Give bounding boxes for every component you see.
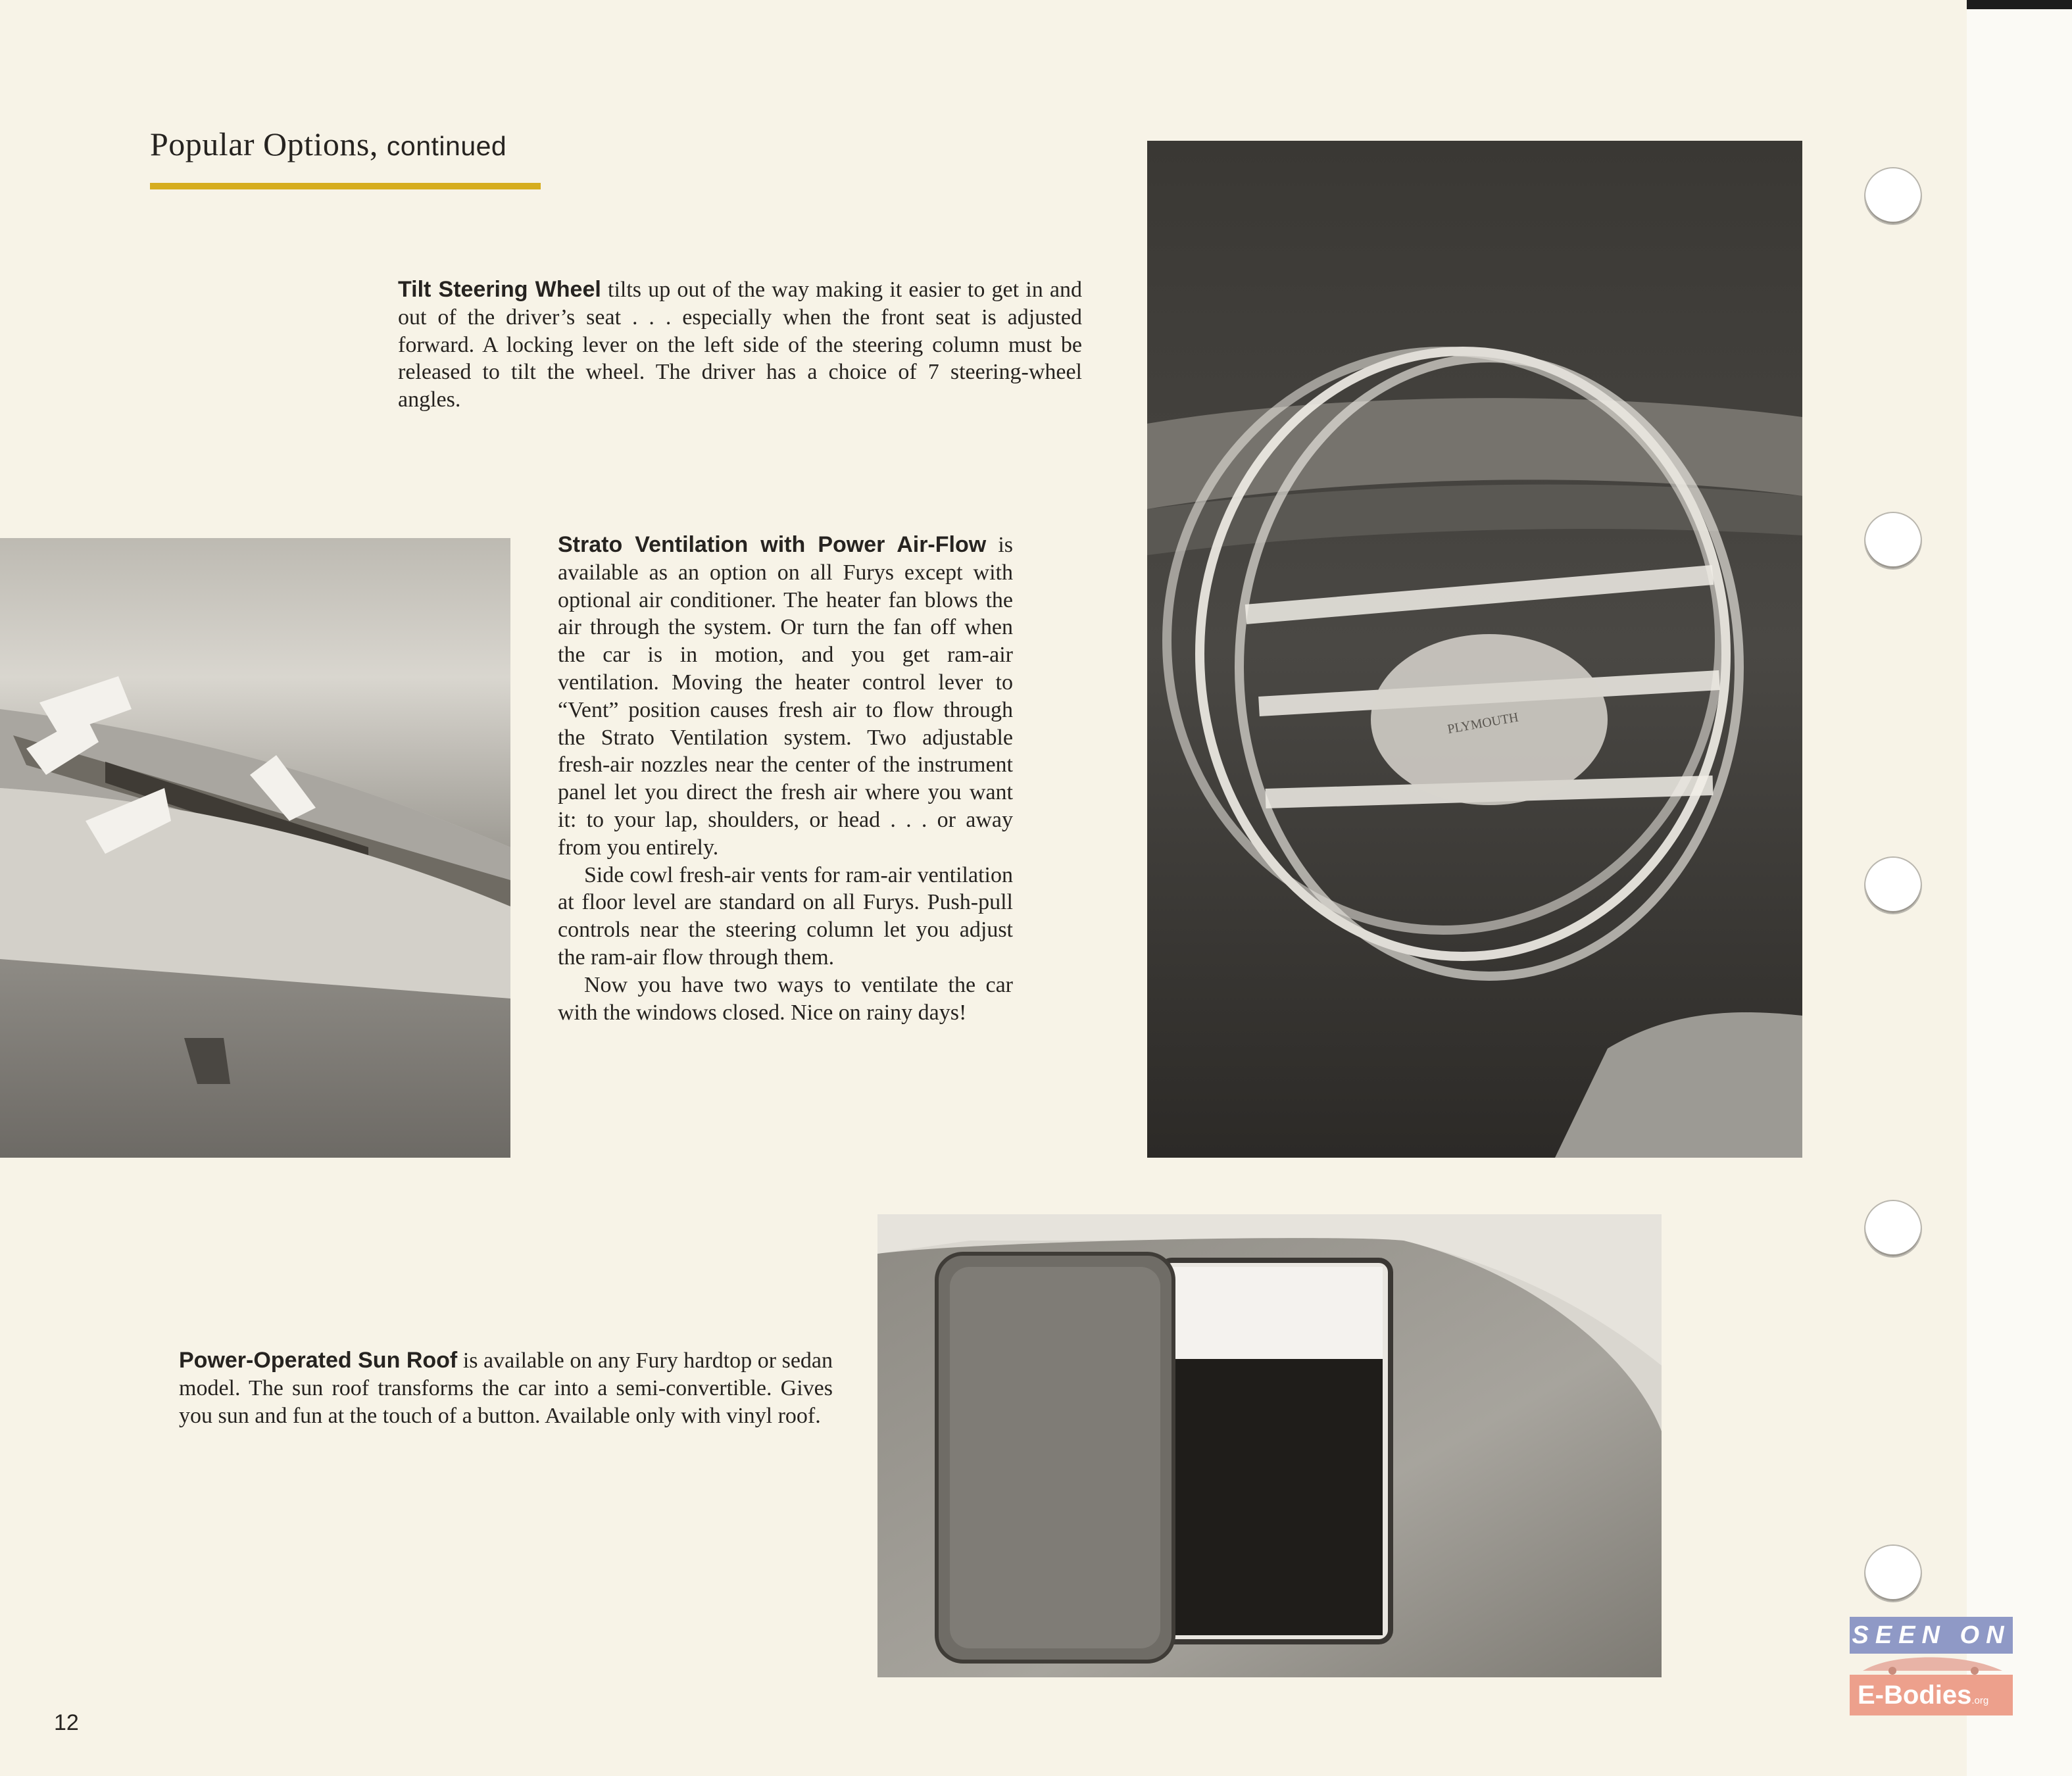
title-underline [150,183,541,189]
sun-roof-photo [877,1214,1662,1677]
page-title [150,125,506,163]
page-margin-strip [1967,0,2072,1776]
sun-roof-heading: Power-Operated Sun Roof [179,1348,458,1373]
sun-roof-section [179,1347,833,1429]
watermark-site-suffix: .org [1971,1695,1989,1706]
binder-ring-hole-1 [1864,167,1922,225]
sun-roof-text: is available on any Fury hardtop or sedan model. The sun roof transforms the car into a semi-convertible. Gives you sun and fun at the touch of a button. Available only with vinyl roof. [179,1348,833,1428]
watermark-line-2 [1850,1675,2013,1715]
binder-ring-hole-2 [1864,512,1922,570]
strato-ventilation-heading: Strato Ventilation with Power Air-Flow [558,532,987,557]
strato-ventilation-section [558,531,1013,1026]
strato-ventilation-text: is available as an option on all Furys except with optional air conditioner. The heater fan blows the air through the system. Or turn the fan off when the car is in motion, and you get ram-air ventilation. Moving the heater control lever to “Vent” position causes fresh air to flow through the Strato Ventilation system. Two adjustable fresh-air nozzles near the center of the instrument panel let you direct the fresh air where you want it: to your lap, shoulders, or head . . . or away from you entirely. [558,533,1013,860]
steering-wheel-emblem: PLYMOUTH [1446,710,1520,737]
strato-ventilation-paragraph-2: Side cowl fresh-air vents for ram-air ventilation at floor level are standard on all Furys. Push-pull controls near the steering column let you adjust the ram-air flow through them. [558,862,1013,970]
page-title-suffix: continued [386,131,507,161]
ventilation-dashboard-photo [0,538,510,1158]
binder-ring-hole-5 [1864,1544,1922,1602]
seen-on-ebodies-watermark [1850,1617,2014,1715]
strato-ventilation-paragraph-3: Now you have two ways to ventilate the car with the windows closed. Nice on rainy days! [558,972,1013,1025]
watermark-car-icon [1856,1652,2008,1675]
binder-ring-hole-4 [1864,1200,1922,1258]
tilt-steering-wheel-photo [1147,141,1802,1158]
tilt-steering-text: tilts up out of the way making it easier to get in and out of the driver’s seat . . . especially when the front seat is adjusted forward. A locking lever on the left side of the steering column must be released to tilt the wheel. The driver has a choice of 7 steering-wheel angles. [398,278,1082,412]
tilt-steering-section [398,276,1082,414]
corner-mark [1967,0,2072,9]
page-number: 12 [54,1710,79,1735]
binder-ring-hole-3 [1864,856,1922,914]
watermark-line-1: SEEN ON [1850,1617,2013,1654]
page-title-text: Popular Options, [150,126,378,162]
tilt-steering-heading: Tilt Steering Wheel [398,277,601,302]
watermark-site-name: E-Bodies [1858,1681,1972,1710]
